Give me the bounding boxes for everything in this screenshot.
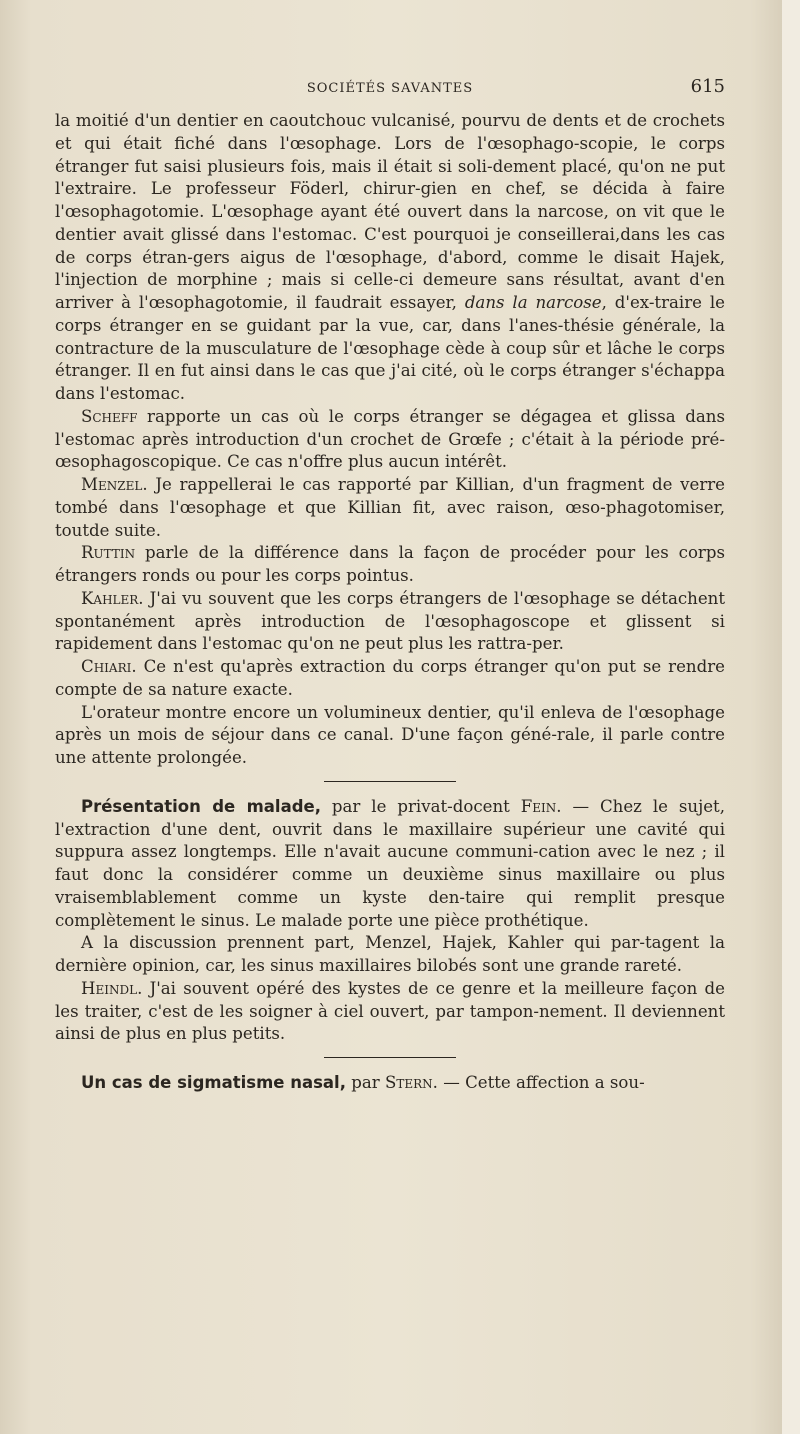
page-header (55, 76, 725, 110)
section-heading: Un cas de sigmatisme nasal, (81, 1073, 346, 1092)
paragraph-chiari: Chiari. Ce n'est qu'après extraction du corps étranger qu'on put se rendre compte de sa nature exacte. (55, 657, 725, 699)
paragraph-scheff: Scheff rapporte un cas où le corps étranger se dégagea et glissa dans l'estomac après introduction d'un crochet de Grœfe ; c'était à la période pré-œsophagoscopique. Ce cas n'offre plus aucun intérêt. (55, 406, 725, 472)
paragraph-kahler: Kahler. J'ai vu souvent que les corps étrangers de l'œsophage se détachent spontanément après introduction de l'œsophagoscope et glissent si rapidement dans l'estomac qu'on ne peut plus les rattra-per. (55, 588, 725, 654)
speaker-name: Scheff (81, 406, 138, 426)
paragraph-presentation: Présentation de malade, par le privat-docent Fein. — Chez le sujet, l'extraction d'une dent, ouvrit dans le maxillaire supérieur une cavité qui suppura assez longtemps. Elle n'avait aucune communi-cation avec le nez ; il faut donc la considérer comme un deuxième sinus maxillaire ou plus vraisemblablement comme un kyste den-taire qui remplit presque complètement le sinus. Le malade porte une pièce prothétique. (55, 796, 725, 930)
document-body (55, 76, 725, 1095)
paragraph-heindl: Heindl. J'ai souvent opéré des kystes de ce genre et la meilleure façon de les traiter, c'est de les soigner à ciel ouvert, par tampon-nement. Il deviennent ainsi de plus en plus petits. (55, 978, 725, 1044)
paragraph-sigmatisme: Un cas de sigmatisme nasal, par Stern. — Cette affection a sou- (81, 1073, 645, 1092)
author-name: Fein (520, 796, 557, 816)
speaker-name: Chiari (81, 657, 132, 676)
section-divider (324, 781, 456, 782)
paragraph-discussion: A la discussion prennent part, Menzel, Hajek, Kahler qui par-tagent la dernière opinion, car, les sinus maxillaires bilobés sont une grande rareté. (55, 933, 725, 975)
page-number: 615 (690, 76, 725, 97)
paragraph-dentier: la moitié d'un dentier en caoutchouc vulcanisé, pourvu de dents et de crochets et qui était fiché dans l'œsophage. Lors de l'œsophago-scopie, le corps étranger fut saisi plusieurs fois, mais il était si soli-dement placé, qu'on ne put l'extraire. Le professeur Föderl, chirur-gien en chef, se décida à faire l'œsophagotomie. L'œsophage ayant été ouvert dans la narcose, on vit que le dentier avait glissé dans l'estomac. C'est pourquoi je conseillerai,dans les cas de corps étran-gers aigus de l'œsophage, d'abord, comme le disait Hajek, l'injection de morphine ; mais si celle-ci demeure sans résultat, avant d'en arriver à l'œsophagotomie, il faudrait essayer, dans la narcose, d'ex-traire le corps étranger en se guidant par la vue, car, dans l'anes-thésie générale, la contracture de la musculature de l'œsophage cède à coup sûr et lâche le corps étranger. Il en fut ainsi dans le cas que j'ai cité, où le corps étranger s'échappa dans l'estomac. (55, 111, 725, 403)
running-head: SOCIÉTÉS SAVANTES (306, 81, 474, 96)
speaker-name: Heindl (81, 978, 138, 998)
speaker-name: Menzel (81, 475, 143, 494)
speaker-name: Kahler (81, 588, 139, 608)
paragraph-menzel: Menzel. Je rappellerai le cas rapporté par Killian, d'un fragment de verre tombé dans l'œsophage et que Killian fit, avec raison, œso-phagotomiser, toutde suite. (55, 475, 725, 540)
paragraph-orateur: L'orateur montre encore un volumineux dentier, qu'il enleva de l'œsophage après un mois de séjour dans ce canal. D'une façon géné-rale, il parle contre une attente prolongée. (55, 702, 725, 767)
author-name: Stern (384, 1073, 433, 1092)
section-divider (324, 1057, 456, 1058)
section-heading: Présentation de malade, (81, 796, 321, 816)
speaker-name: Ruttin (81, 543, 136, 563)
paragraph-ruttin: Ruttin parle de la différence dans la façon de procéder pour les corps étrangers ronds ou pour les corps pointus. (55, 543, 725, 585)
italic-phrase: dans la narcose (464, 293, 602, 312)
page-edge (782, 0, 800, 1434)
